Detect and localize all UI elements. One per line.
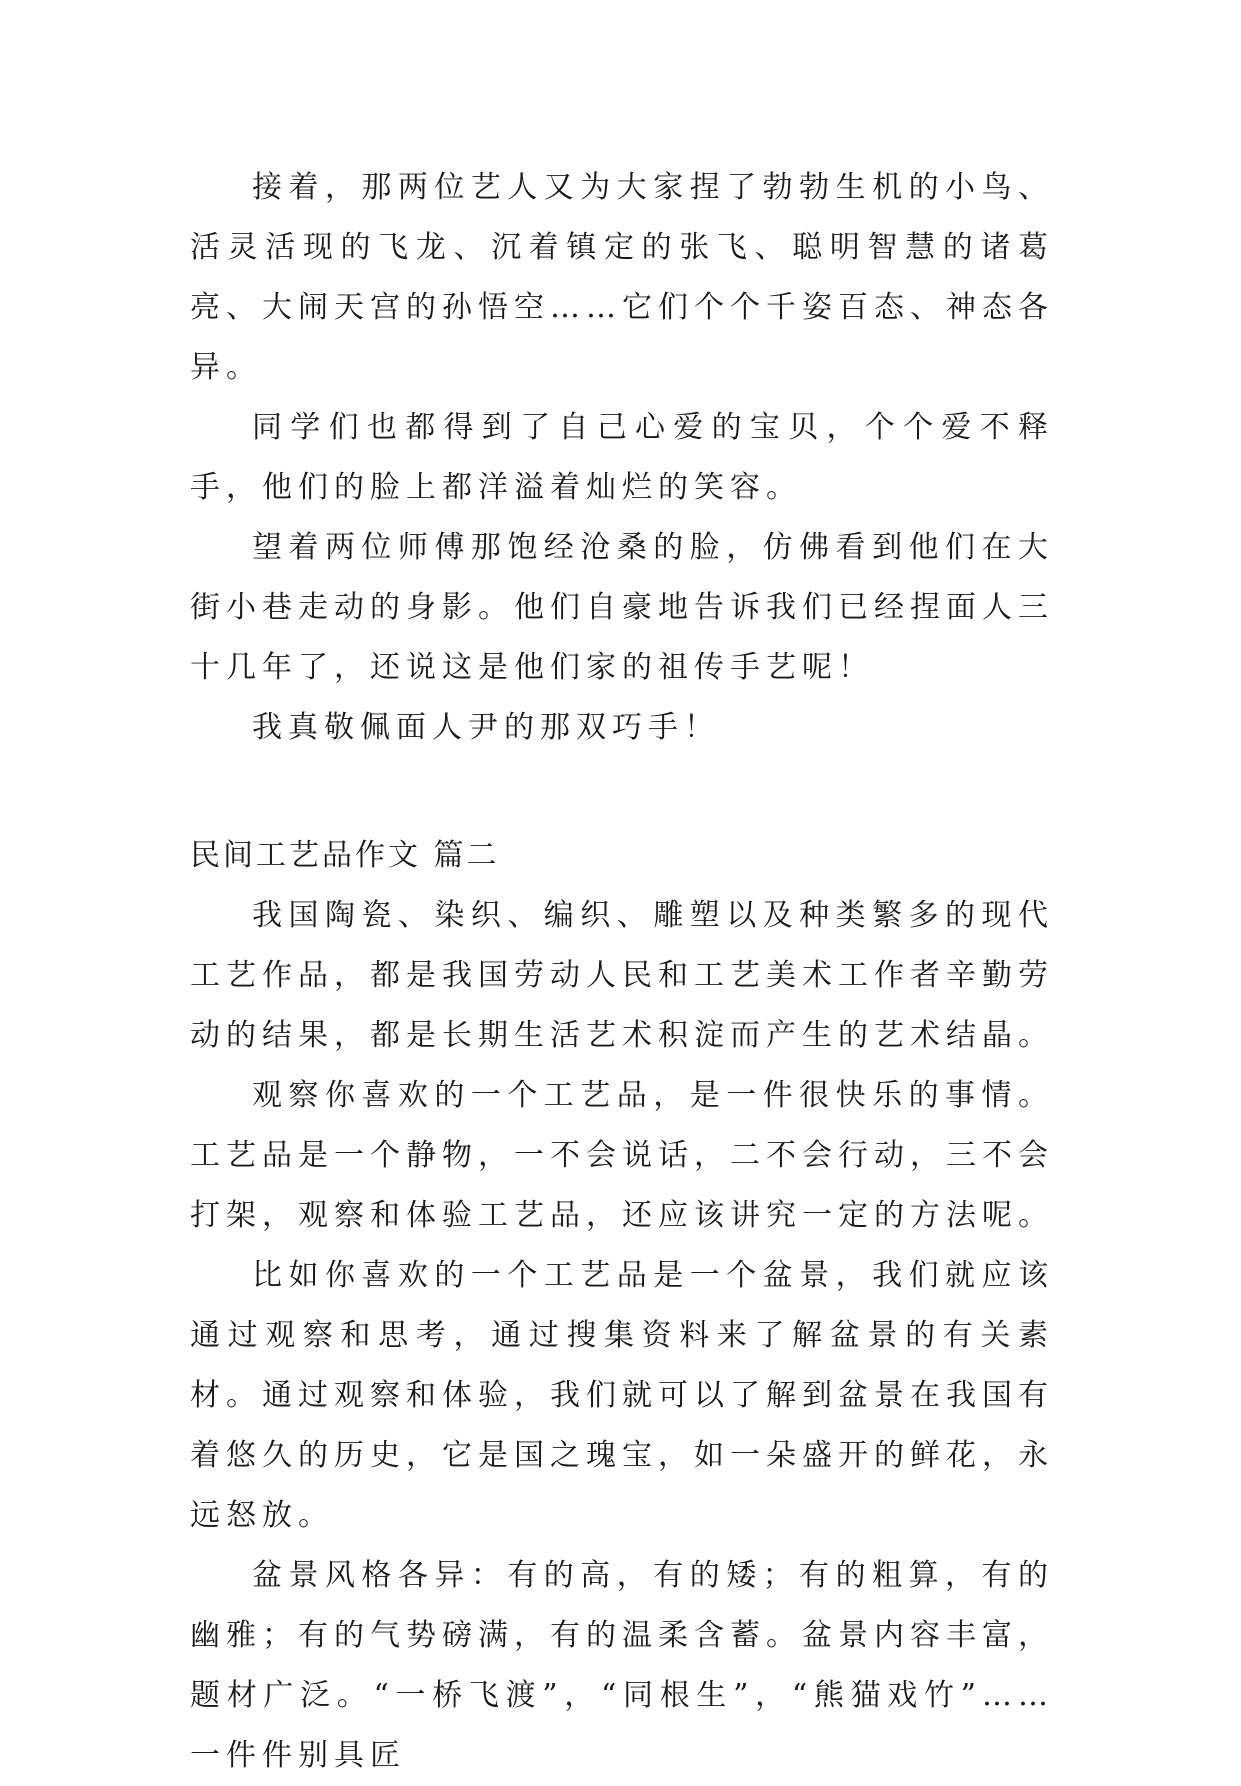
paragraph: 我真敬佩面人尹的那双巧手！ xyxy=(252,710,720,745)
paragraph: 望着两位师傅那饱经沧桑的脸，仿佛看到他们在大街小巷走动的身影。他们自豪地告诉我们已经捏面人三十几年了，还说这是他们家的祖传手艺呢！ xyxy=(190,530,1054,685)
paragraph: 盆景风格各异：有的高，有的矮；有的粗算，有的幽雅；有的气势磅满，有的温柔含蓄。盆景内容丰富，题材广泛。“一桥飞渡”，“同根生”，“熊猫戏竹”……一件件别具匠 xyxy=(190,1558,1054,1773)
paragraph: 同学们也都得到了自己心爱的宝贝，个个爱不释手，他们的脸上都洋溢着灿烂的笑容。 xyxy=(190,410,1054,505)
section-spacer xyxy=(190,758,1054,826)
section-heading: 民间工艺品作文 篇二 xyxy=(190,838,500,873)
paragraph: 比如你喜欢的一个工艺品是一个盆景，我们就应该通过观察和思考，通过搜集资料来了解盆景的有关素材。通过观察和体验，我们就可以了解到盆景在我国有着悠久的历史，它是国之瑰宝，如一朵盛开的鲜花，永远怒放。 xyxy=(190,1258,1054,1533)
paragraph: 接着，那两位艺人又为大家捏了勃勃生机的小鸟、活灵活现的飞龙、沉着镇定的张飞、聪明智慧的诸葛亮、大闹天宫的孙悟空……它们个个千姿百态、神态各异。 xyxy=(190,170,1054,385)
paragraph: 我国陶瓷、染织、编织、雕塑以及种类繁多的现代工艺作品，都是我国劳动人民和工艺美术工作者辛勤劳动的结果，都是长期生活艺术积淀而产生的艺术结晶。 xyxy=(190,898,1054,1053)
document-body xyxy=(190,158,1054,1786)
paragraph: 观察你喜欢的一个工艺品，是一件很快乐的事情。工艺品是一个静物，一不会说话，二不会行动，三不会打架，观察和体验工艺品，还应该讲究一定的方法呢。 xyxy=(190,1078,1054,1233)
